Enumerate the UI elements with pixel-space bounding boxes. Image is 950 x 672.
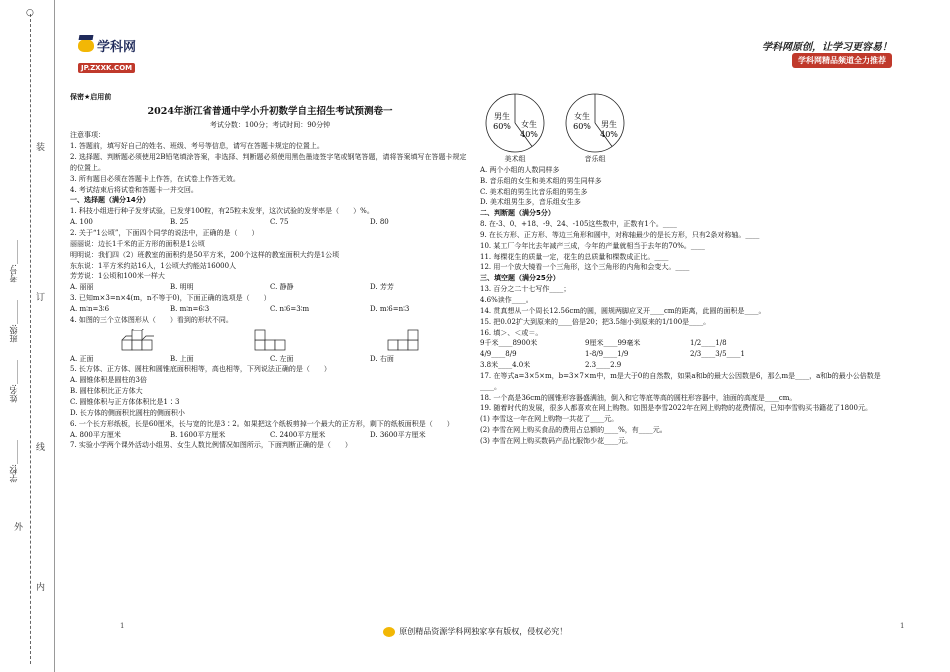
footer xyxy=(0,626,950,637)
option: A. 800平方厘米 xyxy=(70,430,121,439)
header-slogan: 学科网原创，让学习更容易！ xyxy=(762,42,892,53)
notice-item: 1. 答题前，填写好自己的姓名、班级、考号等信息，请写在答题卡规定的位置上。 xyxy=(70,142,324,151)
question-11: 11. 每棵花生的质量一定，花生的总质量和棵数成正比。____ xyxy=(480,252,669,261)
exam-number-field: 考号:______ xyxy=(9,240,18,283)
option: C. 圆锥体积与正方体体积比是1∶3 xyxy=(70,397,180,406)
exam-title: 2024年浙江省普通中学小升初数学自主招生考试预测卷一 xyxy=(147,105,393,117)
question-19-sub: (1) 李雪这一年在网上购物一共花了____元。 xyxy=(480,415,619,424)
copyright-logo-icon xyxy=(383,627,395,637)
compare-item: 2/3____3/5____1 xyxy=(690,350,745,359)
pie-chart-art xyxy=(484,92,546,165)
notice-item: 4. 考试结束后将试卷和答题卡一并交回。 xyxy=(70,185,198,194)
question-19-sub: (3) 李雪在网上购买数码产品比服饰少花____元。 xyxy=(480,436,633,445)
page-marker-left: 1 xyxy=(120,622,125,630)
option: B. m∶n=6∶3 xyxy=(170,304,210,313)
question-2-line: 东东说：1平方米约站16人，1公顷大约能站16000人 xyxy=(70,261,237,270)
option: B. 上面 xyxy=(170,354,194,363)
header-badge: 学科网精品频道全力推荐 xyxy=(792,53,892,68)
cube-figure-1 xyxy=(120,329,154,351)
binding-char: 线 xyxy=(36,443,46,453)
question-1-options xyxy=(70,217,470,228)
compare-item: 1/2____1/8 xyxy=(690,339,727,348)
margin-rule xyxy=(54,0,55,672)
question-19-sub: (2) 李雪在网上购买食品的费用占总额的____%，有____元。 xyxy=(480,426,667,435)
pie-charts xyxy=(484,92,900,165)
question-17: 17. 在等式a=3×5×m，b=3×7×m中，m是大于0的自然数，如果a和b的最大公因数是6，那么m是____，a和b的最小公倍数是____。 xyxy=(480,371,881,391)
option: D. 芳芳 xyxy=(370,283,394,292)
binding-char: 内 xyxy=(36,583,46,593)
site-logo xyxy=(78,36,148,72)
mortarboard-icon xyxy=(78,39,94,52)
compare-item: 1-8/9____1/9 xyxy=(585,350,629,359)
right-column xyxy=(480,92,900,447)
question-19: 19. 随着时代的发展，很多人都喜欢在网上购物。如图是李雪2022年在网上购物的花费情况，已知李雪购买书籍花了1800元。 xyxy=(480,404,872,413)
question-3-options xyxy=(70,304,470,315)
option: D. m∶6=n∶3 xyxy=(370,304,410,313)
option: A. 正面 xyxy=(70,354,94,363)
pie-percent: 60% xyxy=(493,122,511,131)
option: C. 75 xyxy=(270,218,289,227)
school-field: 学校:______ xyxy=(9,440,18,483)
pie-percent: 40% xyxy=(520,130,538,139)
pie-title: 音乐组 xyxy=(584,155,606,163)
question-9: 9. 在长方形、正方形、等边三角形和圆中，对称轴最少的是长方形，只有2条对称轴。____ xyxy=(480,230,760,239)
compare-item: 4/9____8/9 xyxy=(480,350,517,359)
pie-label: 男生 xyxy=(494,112,510,121)
compare-item xyxy=(795,349,900,360)
option: D. 80 xyxy=(370,218,389,227)
question-14: 14. 贯真想从一个周长12.56cm的圆，圆规两脚应叉开____cm的距离，此圆的面积是____。 xyxy=(480,306,766,315)
compare-item xyxy=(795,338,900,349)
option: D. 美术组男生多，音乐组女生多 xyxy=(480,198,581,207)
binding-margin xyxy=(0,0,54,672)
question-2-line: 明明说：我们四（2）班教室的面积约是50平方米，200个这样的教室面积大约是1公顷 xyxy=(70,250,340,259)
option: B. 25 xyxy=(170,218,189,227)
option: C. n∶6=3∶m xyxy=(270,304,310,313)
question-16: 16. 填＞、＜或＝。 xyxy=(480,328,543,337)
question-2-options xyxy=(70,282,470,293)
pie-label: 女生 xyxy=(521,120,537,129)
question-4-options xyxy=(70,354,470,365)
pie-chart-music xyxy=(564,92,626,165)
secret-tag: 保密★启用前 xyxy=(70,93,112,101)
option: A. 两个小组的人数同样多 xyxy=(480,165,560,174)
left-column xyxy=(70,92,470,451)
binding-char: 外 xyxy=(14,523,24,533)
section-fill: 三、填空题（满分25分） xyxy=(480,274,560,283)
question-16-grid xyxy=(480,338,900,371)
question-6: 6. 一个长方形纸板，长是60厘米，长与宽的比是3∶2。如果把这个纸板剪掉一个最大的正方形，剩下的纸板面积是（ ） xyxy=(70,419,454,428)
option: A. m∶n=3∶6 xyxy=(70,304,110,313)
option: B. 圆柱体积比正方体大 xyxy=(70,387,143,396)
question-12: 12. 用一个放大镜看一个三角形，这个三角形的内角和会变大。____ xyxy=(480,263,690,272)
cube-figure-3 xyxy=(386,329,420,351)
option: B. 音乐组的女生和美术组的男生同样多 xyxy=(480,176,602,185)
binding-char: 订 xyxy=(36,293,46,303)
section-judge: 二、判断题（满分5分） xyxy=(480,209,555,218)
binding-circle-mark: ○ xyxy=(26,8,34,18)
option: D. 右面 xyxy=(370,354,394,363)
compare-item: 9千米____8900米 xyxy=(480,339,538,348)
pie-percent: 40% xyxy=(600,130,618,139)
logo-name: 学科网 xyxy=(97,40,137,55)
notice-item: 2. 选择题、判断题必须使用2B铅笔填涂答案，非选择、判断题必须使用黑色墨迹签字笔或钢笔答题，请将答案填写在答题卡规定的位置上。 xyxy=(70,153,467,172)
option: B. 1600平方厘米 xyxy=(170,430,226,439)
question-7: 7. 实验小学两个课外活动小组男、女生人数比例情况如图所示，下面判断正确的是（ ） xyxy=(70,441,352,450)
compare-item: 2.3____2.9 xyxy=(585,361,622,370)
option: C. 静静 xyxy=(270,283,294,292)
name-field: 姓名:______ xyxy=(9,360,18,403)
option: A. 100 xyxy=(70,218,93,227)
class-field: 班级:______ xyxy=(9,300,18,343)
question-18: 18. 一个高是36cm的圆锥形容器盛满油，倒入和它等底等高的圆柱形容器中，油面的高度是____cm。 xyxy=(480,393,797,402)
question-8: 8. 在-3、0、+18、-9、24、-105这些数中，正数有1个。____ xyxy=(480,220,677,229)
option: C. 2400平方厘米 xyxy=(270,430,326,439)
question-6-options xyxy=(70,430,470,441)
question-2-line: 芳芳说：1公顷和100米一样大 xyxy=(70,272,165,281)
compare-item: 3.8米____4.0米 xyxy=(480,361,531,370)
option: B. 明明 xyxy=(170,283,194,292)
question-13: 13. 百分之二十七写作____； xyxy=(480,285,571,294)
notice-title: 注意事项： xyxy=(70,131,105,140)
cube-figure-2 xyxy=(253,329,287,351)
option: A. 圆锥体积是圆柱的3倍 xyxy=(70,376,147,385)
question-2-line: 丽丽说：边长1千米的正方形的面积是1公顷 xyxy=(70,239,205,248)
question-5: 5. 长方体、正方体、圆柱和圆锥底面积相等，高也相等，下列说法正确的是（ ） xyxy=(70,365,331,374)
binding-char: 装 xyxy=(36,143,46,153)
compare-item xyxy=(795,360,900,371)
exam-info: 考试分数：100分；考试时间：90分钟 xyxy=(209,120,331,129)
pie-art-svg xyxy=(484,92,546,154)
option: D. 3600平方厘米 xyxy=(370,430,426,439)
question-1: 1. 科技小组进行种子发芽试验，已发芽100粒，有25粒未发芽，这次试验的发芽率是（ ）%。 xyxy=(70,207,374,216)
option: A. 丽丽 xyxy=(70,283,94,292)
question-2: 2. 关于“1公顷”，下面四个同学的说法中，正确的是（ ） xyxy=(70,229,259,237)
question-10: 10. 某工厂今年比去年减产三成，今年的产量就相当于去年的70%。____ xyxy=(480,241,705,250)
pie-percent: 60% xyxy=(573,122,591,131)
binding-dashed-line xyxy=(30,14,31,664)
footer-text: 原创精品资源学科网独家享有版权，侵权必究！ xyxy=(399,627,568,636)
pie-label: 女生 xyxy=(574,112,590,121)
section-choice: 一、选择题（满分14分） xyxy=(70,196,150,205)
option: D. 长方体的侧面积比圆柱的侧面积小 xyxy=(70,408,185,417)
pie-label: 男生 xyxy=(601,120,617,129)
option: C. 美术组的男生比音乐组的男生多 xyxy=(480,187,588,196)
pie-music-svg xyxy=(564,92,626,154)
question-15: 15. 把0.02扩大到原来的____倍是20；把3.5缩小到原来的1/100是____。 xyxy=(480,317,711,326)
cube-figures xyxy=(70,329,470,351)
page-marker-right: 1 xyxy=(900,622,905,630)
question-4: 4. 如图的三个立体图形从（ ）看到的形状不同。 xyxy=(70,315,233,324)
question-3: 3. 已知m×3=n×4(m，n不等于0)，下面正确的选项是（ ） xyxy=(70,294,271,303)
option: C. 左面 xyxy=(270,354,294,363)
notice-item: 3. 所有题目必须在答题卡上作答，在试卷上作答无效。 xyxy=(70,174,240,183)
compare-item xyxy=(690,360,795,371)
compare-item: 9厘米____99毫米 xyxy=(585,339,641,348)
logo-url: JP.ZXXK.COM xyxy=(78,63,135,73)
question-13b: 4.6%读作____。 xyxy=(480,295,533,304)
pie-title: 美术组 xyxy=(504,155,526,163)
